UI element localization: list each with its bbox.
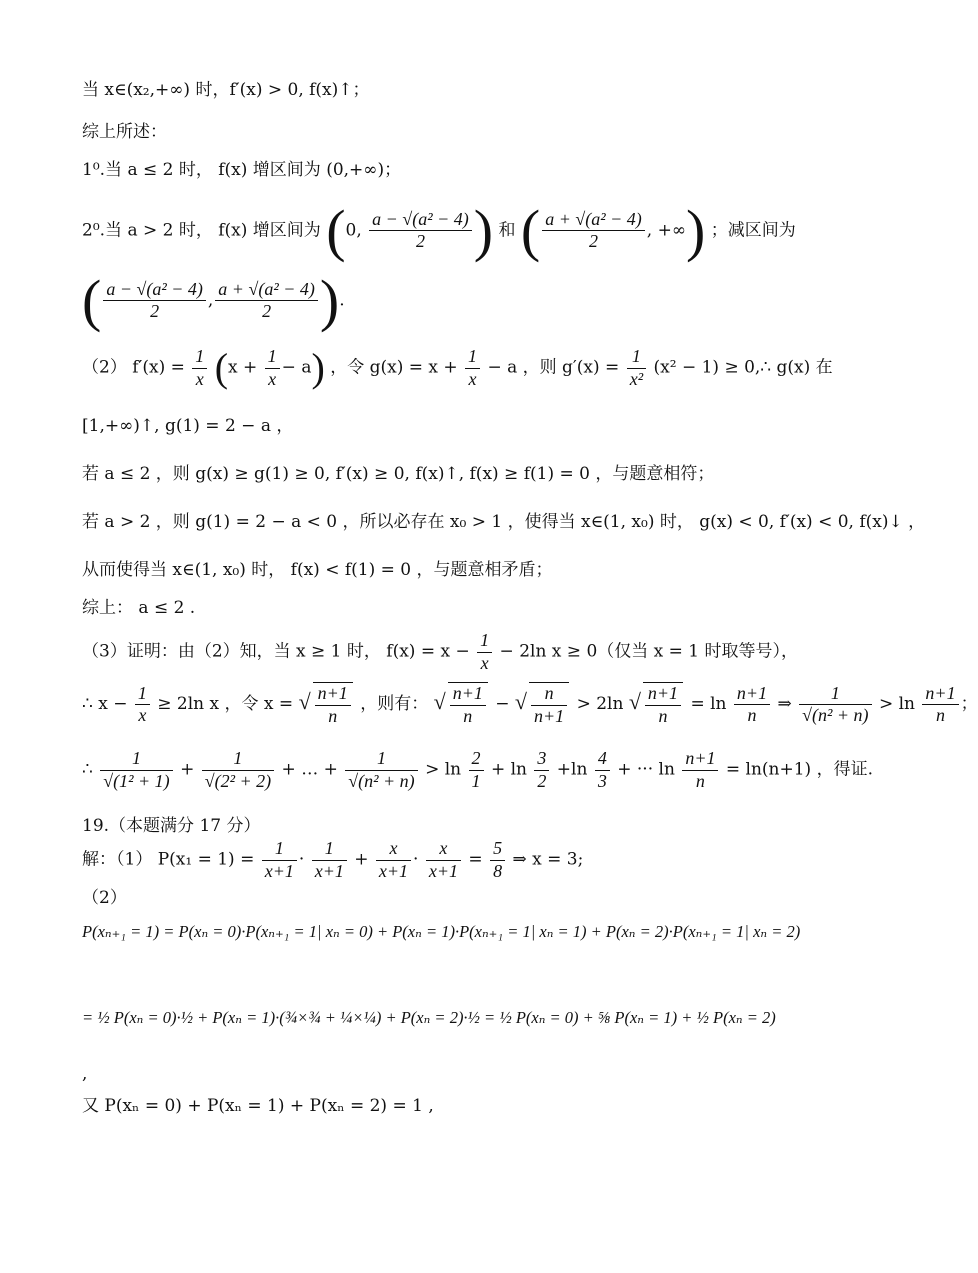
text-line-14: ∴ $\frac{1}{\text{√(1² + 1)}}$ + $\frac{1}{\text{√(2² + 2)}}$ + … + $\frac{1}{\text{√(n² + n)}}$ > ln $\frac{2}{1}$ + ln $\frac{3}{2}$ +ln $\frac{4}{3}$ + ··· ln $\frac{n+1}{n}$ = ln(n+1) ，得证. xyxy=(82,748,873,791)
text-line-12: （3）证明：由（2）知，当 x ≥ 1 时， f(x) = x − $\frac{1}{x}$ − 2ln x ≥ 0（仅当 x = 1 时取等号）， xyxy=(82,630,799,673)
fraction-1-over-x: $\frac{1}{x}$ xyxy=(192,346,207,390)
text-line-15: 19.（本题满分 17 分） xyxy=(82,816,261,836)
fraction-np1-over-n-c: $\frac{n+1}{n}$ xyxy=(643,682,683,727)
fraction-np1-over-n-b: $\frac{n+1}{n}$ xyxy=(448,682,488,727)
text-line-5: ( $\frac{\text{a − √(a² − 4)}}{2}$ , $\frac{\text{a + √(a² − 4)}}{2}$ ). xyxy=(82,268,345,333)
fraction-x-over-xp1-b: $\frac{x}{x+1}$ xyxy=(426,838,461,882)
text-line-2: 综上所述： xyxy=(82,122,167,142)
fraction-np1-over-n-e: $\frac{n+1}{n}$ xyxy=(922,683,958,727)
fraction-4-over-3: $\frac{4}{3}$ xyxy=(595,748,610,792)
fraction-1-over-sqrt-n2n: $\frac{1}{\text{√(n² + n)}}$ xyxy=(799,683,871,727)
text-line-18: P(xₙ₊₁ = 1) = P(xₙ = 0)·P(xₙ₊₁ = 1| xₙ = 0) + P(xₙ = 1)·P(xₙ₊₁ = 1| xₙ = 1) + P(xₙ = 2)·P(xₙ₊₁ = 1| xₙ = 2) xyxy=(82,922,801,941)
fraction-1-over-xp1-b: $\frac{1}{x+1}$ xyxy=(312,838,347,882)
fraction-5-over-8: $\frac{5}{8}$ xyxy=(490,838,505,882)
fraction-1-over-x-d: $\frac{1}{x}$ xyxy=(477,630,492,674)
fraction-a-minus-sqrt: $\frac{\text{a − √(a² − 4)}}{2}$ xyxy=(369,209,472,253)
fraction-np1-over-n-f: $\frac{n+1}{n}$ xyxy=(682,748,718,792)
text-line-20: , xyxy=(82,1064,88,1084)
fraction-1-over-xp1: $\frac{1}{x+1}$ xyxy=(262,838,297,882)
fraction-2-over-1: $\frac{2}{1}$ xyxy=(469,748,484,792)
fraction-np1-over-n: $\frac{n+1}{n}$ xyxy=(313,682,353,727)
fraction-1-over-x2: $\frac{1}{\text{x²}}$ xyxy=(627,346,646,390)
text-line-13: ∴ x − $\frac{1}{x}$ ≥ 2ln x ，令 x = √ $\frac{n+1}{n}$ ，则有： √ $\frac{n+1}{n}$ − √ $\frac{n}{n+1}$ > 2ln √ $\frac{n+1}{n}$ = ln $\frac{n+1}{n}$ ⇒ $\frac{1}{\text{√(n² + n)}}$ > ln $\frac{n+1}{n}$ ； xyxy=(82,682,978,726)
fraction-1-over-x-e: $\frac{1}{x}$ xyxy=(135,683,150,727)
fraction-1-over-sqrt-2: $\frac{1}{\text{√(2² + 2)}}$ xyxy=(202,748,274,792)
fraction-n-over-np1: $\frac{n}{n+1}$ xyxy=(529,682,569,727)
text-line-17: （2） xyxy=(82,888,127,908)
fraction-a-plus-sqrt-2: $\frac{\text{a + √(a² − 4)}}{2}$ xyxy=(215,279,318,323)
fraction-a-plus-sqrt: $\frac{\text{a + √(a² − 4)}}{2}$ xyxy=(542,209,645,253)
fraction-1-over-sqrt-n2n-b: $\frac{1}{\text{√(n² + n)}}$ xyxy=(345,748,417,792)
fraction-3-over-2: $\frac{3}{2}$ xyxy=(534,748,549,792)
fraction-x-over-xp1: $\frac{x}{x+1}$ xyxy=(376,838,411,882)
text-line-11: 综上： a ≤ 2 . xyxy=(82,598,196,618)
text-line-16: 解：（1） P(x₁ = 1) = $\frac{1}{x+1}$ · $\frac{1}{x+1}$ + $\frac{x}{x+1}$ · $\frac{x}{x+1}$ = $\frac{5}{8}$ ⇒ x = 3; xyxy=(82,838,584,881)
text-line-10: 从而使得当 x∈(1, x₀) 时， f(x) < f(1) = 0 ，与题意相矛盾； xyxy=(82,560,553,580)
text-line-19: = ½ P(xₙ = 0)·½ + P(xₙ = 1)·(¾×¾ + ¼×¼) + P(xₙ = 2)·½ = ½ P(xₙ = 0) + ⅝ P(xₙ = 1) + ½ P(xₙ = 2) xyxy=(82,1008,776,1027)
text-line-4: 2⁰.当 a > 2 时， f(x) 增区间为 (0, $\frac{\text{a − √(a² − 4)}}{2}$ ) 和 ( $\frac{\text{a + √(a² − 4)}}{2}$ , +∞) ；减区间为 xyxy=(82,198,796,263)
fraction-a-minus-sqrt-2: $\frac{\text{a − √(a² − 4)}}{2}$ xyxy=(103,279,206,323)
fraction-1-over-x-c: $\frac{1}{x}$ xyxy=(465,346,480,390)
text-line-8: 若 a ≤ 2 ，则 g(x) ≥ g(1) ≥ 0, f′(x) ≥ 0, f(x)↑, f(x) ≥ f(1) = 0 ，与题意相符； xyxy=(82,464,715,484)
text-line-7: [1,+∞)↑, g(1) = 2 − a ， xyxy=(82,416,294,436)
fraction-1-over-x-b: $\frac{1}{x}$ xyxy=(265,346,280,390)
text-line-1: 当 x∈(x₂,+∞) 时，f′(x) > 0, f(x)↑； xyxy=(82,80,370,100)
fraction-np1-over-n-d: $\frac{n+1}{n}$ xyxy=(734,683,770,727)
text-line-6: （2） f′(x) = $\frac{1}{x}$ (x + $\frac{1}{x}$ − a) ，令 g(x) = x + $\frac{1}{x}$ − a ，则 g′(x) = $\frac{1}{\text{x²}}$ (x² − 1) ≥ 0,∴ g(x) 在 xyxy=(82,345,833,390)
text-line-21: 又 P(xₙ = 0) + P(xₙ = 1) + P(xₙ = 2) = 1 , xyxy=(82,1096,434,1116)
fraction-1-over-sqrt-1: $\frac{1}{\text{√(1² + 1)}}$ xyxy=(100,748,172,792)
text-line-9: 若 a > 2 ，则 g(1) = 2 − a < 0 ，所以必存在 x₀ > 1 ，使得当 x∈(1, x₀) 时， g(x) < 0, f′(x) < 0, f(x)↓ ， xyxy=(82,512,926,532)
text-line-3: 1⁰.当 a ≤ 2 时， f(x) 增区间为 (0,+∞)； xyxy=(82,160,402,180)
